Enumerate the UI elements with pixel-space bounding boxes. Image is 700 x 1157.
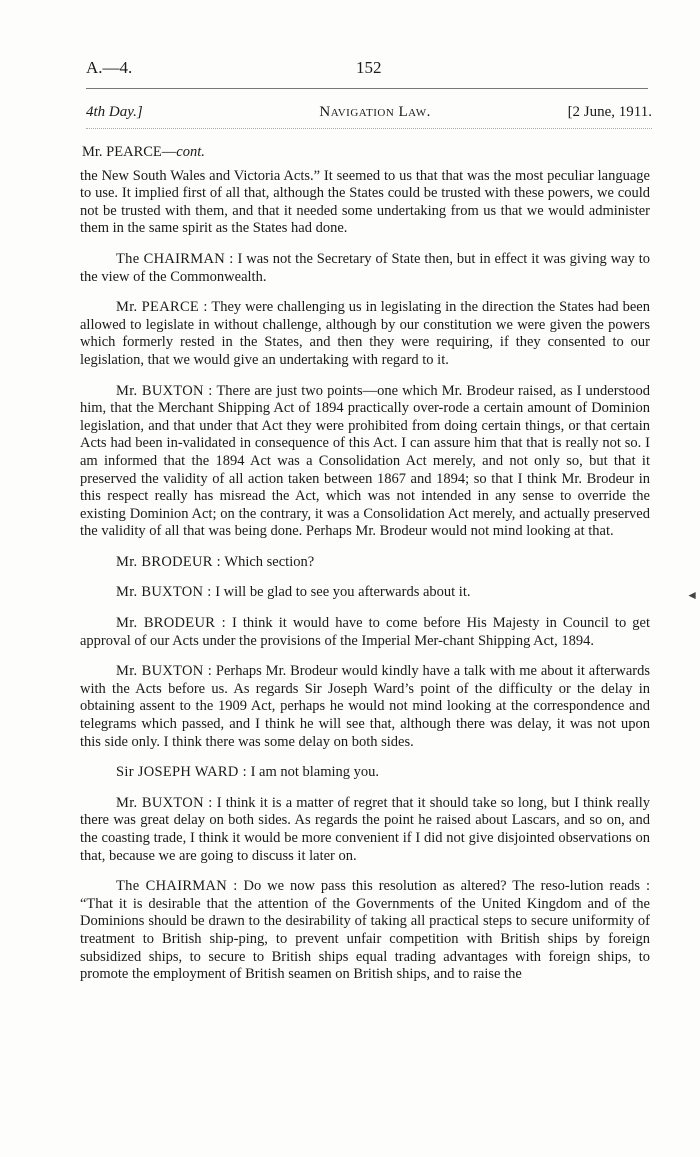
paragraph-speaker: The CHAIRMAN : xyxy=(116,878,238,895)
page-top-line xyxy=(86,58,648,78)
header-title: Navigation Law. xyxy=(319,104,431,120)
paragraph-text: Which section? xyxy=(221,553,315,570)
paragraph-text: I think it would have to come before His Majesty in Council to get approval of our Acts under the provisions of the Imperial Mer-chant Shipping Act, 1894. xyxy=(80,615,650,649)
continued-marker: cont. xyxy=(176,144,205,160)
paragraph-speaker: The CHAIRMAN : xyxy=(116,250,234,267)
paragraph-text: the New South Wales and Victoria Acts.” It seemed to us that that was the most peculiar language to use. It implied first of all that, although the States could be trusted with these powers, we could not be trusted with them, and that it needed some undertaking from us that we would administer them in the same spirit as the States had done. xyxy=(80,167,650,237)
paragraph xyxy=(80,383,650,541)
continued-speaker-name: Mr. PEARCE— xyxy=(82,144,177,160)
margin-arrow-icon: ◄ xyxy=(686,588,698,602)
paragraph xyxy=(80,584,650,602)
document-body xyxy=(80,144,650,997)
paragraph xyxy=(80,764,650,782)
header-dotted-rule xyxy=(86,128,652,129)
header-date: [2 June, 1911. xyxy=(567,104,652,120)
paragraph-speaker: Mr. BUXTON : xyxy=(116,794,213,811)
paragraph-speaker: Mr. PEARCE : xyxy=(116,299,208,316)
paragraph-speaker: Mr. BRODEUR : xyxy=(116,553,222,570)
continued-speaker xyxy=(82,144,650,162)
paragraph-text: Perhaps Mr. Brodeur would kindly have a talk with me about it afterwards with the Acts before us. As regards Sir Joseph Ward’s point of the difficulty or the delay in obtaining assent to the 1909 Act, perhaps he would not mind looking at the correspondence and telegrams which passed, and I think he will see that, although there was delay, it was not upon this side only. I think there was some delay on both sides. xyxy=(80,663,650,750)
paragraph xyxy=(80,554,650,572)
paragraph xyxy=(80,795,650,865)
paragraph xyxy=(80,878,650,984)
header-day: 4th Day.] xyxy=(86,104,143,120)
paragraph xyxy=(80,663,650,751)
paragraph-text: They were challenging us in legislating in the direction the States had been allowed to legislate in without challenge, although by our constitution we were given the powers which formerly rested in the States, and then they were requiring, if they consented to our legislation, that we would give an undertaking with regard to it. xyxy=(80,299,650,368)
paragraph xyxy=(80,168,650,238)
paragraph-text: I am not blaming you. xyxy=(246,764,380,781)
paragraph-speaker: Mr. BUXTON : xyxy=(116,584,212,601)
paragraph xyxy=(80,615,650,650)
header-rule xyxy=(86,88,648,89)
paragraph-text: I was not the Secretary of State then, but in effect it was giving way to the view of the Commonwealth. xyxy=(80,250,650,285)
paragraph-speaker: Mr. BRODEUR : xyxy=(116,615,226,632)
paragraph-text: I will be glad to see you afterwards about it. xyxy=(211,584,471,601)
paragraph-speaker: Mr. BUXTON : xyxy=(116,663,213,680)
paragraph-text: There are just two points—one which Mr. Brodeur raised, as I understood him, that the Merchant Shipping Act of 1894 practically over-rode a certain amount of Dominion legislation, and that under that Act they were prohibited from doing certain things, or that certain Acts had been in-validated in consequence of this Act. I can assure him that that is really not so. I am informed that the 1894 Act was a Consolidation Act merely, and not only so, but that it preserved the validity of all action taken between 1867 and 1894; so that I think Mr. Brodeur in this respect really has misread the Act, which was not intended in any sense to override the existing Dominion Act; on the contrary, it was a Consolidation Act merely, and actually preserved the validity of all that was being done. Perhaps Mr. Brodeur would not mind looking at that. xyxy=(80,382,650,540)
paragraph-speaker: Mr. BUXTON : xyxy=(116,382,213,399)
paragraph-text: I think it is a matter of regret that it should take so long, but I think really there was great delay on both sides. As regards the point he raised about Lascars, and so on, and the coasting trade, I think it would be more convenient if I did not give disjointed observations on that, because we are going to discuss it later on. xyxy=(80,794,651,864)
paper-reference: A.—4. xyxy=(86,58,133,77)
page-number: 152 xyxy=(356,58,382,77)
paragraph xyxy=(80,299,650,369)
paragraph-speaker: Sir JOSEPH WARD : xyxy=(116,764,247,781)
paragraph-text: Do we now pass this resolution as altered? The reso-lution reads : “That it is desirable that the attention of the Governments of the United Kingdom and of the Dominions should be drawn to the desirability of taking all practical steps to secure uniformity of treatment to British ship-ping, to prevent unfair competition with British ships by foreign subsidized ships, to secure to British ships equal trading advantages with foreign ships, to promote the employment of British seamen on British ships, and to raise the xyxy=(80,878,650,983)
paragraph xyxy=(80,251,650,286)
running-header xyxy=(86,104,652,121)
